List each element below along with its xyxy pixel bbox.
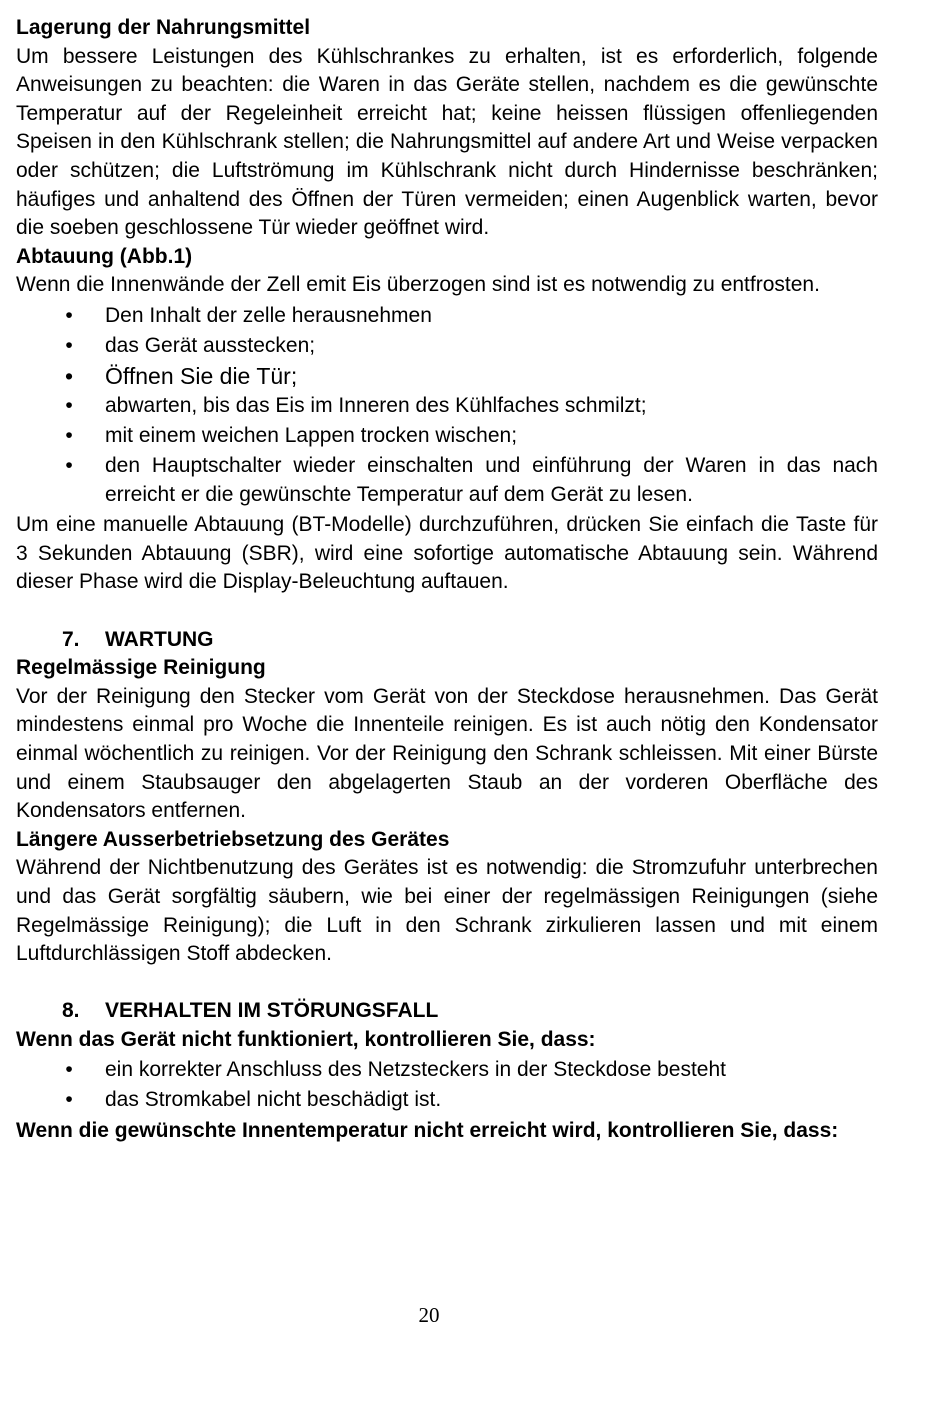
spacer [16, 597, 878, 626]
shutdown-heading: Längere Ausserbetriebsetzung des Gerätes [16, 827, 450, 851]
list-item [16, 1086, 878, 1115]
defrost-intro: Wenn die Innenwände der Zell emit Eis überzogen sind ist es notwendig zu entfrosten. [16, 273, 820, 297]
list-item-text: Den Inhalt der zelle herausnehmen [105, 303, 432, 327]
section-7-heading [16, 626, 878, 655]
list-item [16, 452, 878, 509]
section-8-heading [16, 997, 878, 1026]
bullet-icon: • [64, 362, 74, 389]
shutdown-paragraph: Während der Nichtbenutzung des Gerätes ist es notwendig: die Stromzufuhr unterbrechen und das Gerät sorgfältig säubern, wie bei einer der regelmässigen Reinigungen (siehe Regelmässige Reinigung); die Luft in den Schrank zirkulieren lassen und mit einem Luftdurchlässigen Stoff abdecken. [16, 856, 878, 966]
list-item-text: mit einem weichen Lappen trocken wischen; [105, 424, 518, 448]
check-power-list [16, 1056, 878, 1115]
list-item-text: das Stromkabel nicht beschädigt ist. [105, 1088, 442, 1112]
bullet-icon: • [65, 1088, 73, 1112]
list-item-text: Öffnen Sie die Tür; [105, 362, 298, 389]
list-item [16, 362, 878, 391]
storage-paragraph: Um bessere Leistungen des Kühlschrankes zu erhalten, ist es erforderlich, folgende Anweisungen zu beachten: die Waren in das Geräte stellen, nachdem es die gewünschte Temperatur auf der Regeleinheit erreicht hat; keine heissen flüssigen offenliegenden Speisen in den Kühlschrank stellen; die Nahrungsmittel auf andere Art und Weise verpacken oder schützen; die Luftströmung im Kühlschrank nicht durch Hindernisse beschränken; häufiges und anhaltend des Öffnen der Türen vermeiden; einen Augenblick warten, bevor die soeben geschlossene Tür wieder geöffnet wird. [16, 44, 878, 240]
list-item-text: abwarten, bis das Eis im Inneren des Kühlfaches schmilzt; [105, 394, 647, 418]
check-power-heading: Wenn das Gerät nicht funktioniert, kontrollieren Sie, dass: [16, 1027, 596, 1051]
list-item-text: ein korrekter Anschluss des Netzsteckers in der Steckdose besteht [105, 1058, 726, 1082]
list-item [16, 422, 878, 451]
bullet-icon: • [65, 333, 73, 357]
defrost-steps-list [16, 302, 878, 510]
list-item-text: das Gerät ausstecken; [105, 333, 316, 357]
defrost-heading: Abtauung (Abb.1) [16, 244, 193, 268]
cleaning-heading: Regelmässige Reinigung [16, 656, 266, 680]
bullet-icon: • [65, 394, 73, 418]
check-temperature-heading: Wenn die gewünschte Innentemperatur nicht erreicht wird, kontrollieren Sie, dass: [16, 1118, 839, 1142]
list-item [16, 392, 878, 421]
section-title: WARTUNG [105, 627, 214, 651]
storage-heading: Lagerung der Nahrungsmittel [16, 16, 311, 39]
bullet-icon: • [65, 424, 73, 448]
list-item [16, 332, 878, 361]
section-number: 8. [62, 999, 80, 1023]
spacer [16, 969, 878, 998]
bullet-icon: • [65, 454, 73, 478]
document-page [16, 14, 878, 1145]
list-item [16, 302, 878, 331]
bullet-icon: • [65, 303, 73, 327]
section-number: 7. [62, 627, 80, 651]
page-number: 20 [418, 1303, 440, 1327]
list-item-text: den Hauptschalter wieder einschalten und einführung der Waren in das nach erreicht er die gewünschte Temperatur auf dem Gerät zu lesen. [105, 454, 878, 507]
list-item [16, 1056, 878, 1085]
manual-defrost-paragraph: Um eine manuelle Abtauung (BT-Modelle) durchzuführen, drücken Sie einfach die Taste für 3 Sekunden Abtauung (SBR), wird eine sofortige automatische Abtauung sein. Während dieser Phase wird die Display-Beleuchtung auftauen. [16, 513, 878, 594]
bullet-icon: • [65, 1058, 73, 1082]
cleaning-paragraph: Vor der Reinigung den Stecker vom Gerät von der Steckdose herausnehmen. Das Gerät mindestens einmal pro Woche die Innenteile reinigen. Es ist auch nötig den Kondensator einmal wöchentlich zu reinigen. Vor der Reinigung den Schrank schleissen. Mit einer Bürste und einem Staubsauger den abgelagerten Staub an der vorderen Oberfläche des Kondensators entfernen. [16, 684, 878, 823]
section-title: VERHALTEN IM STÖRUNGSFALL [105, 999, 439, 1023]
